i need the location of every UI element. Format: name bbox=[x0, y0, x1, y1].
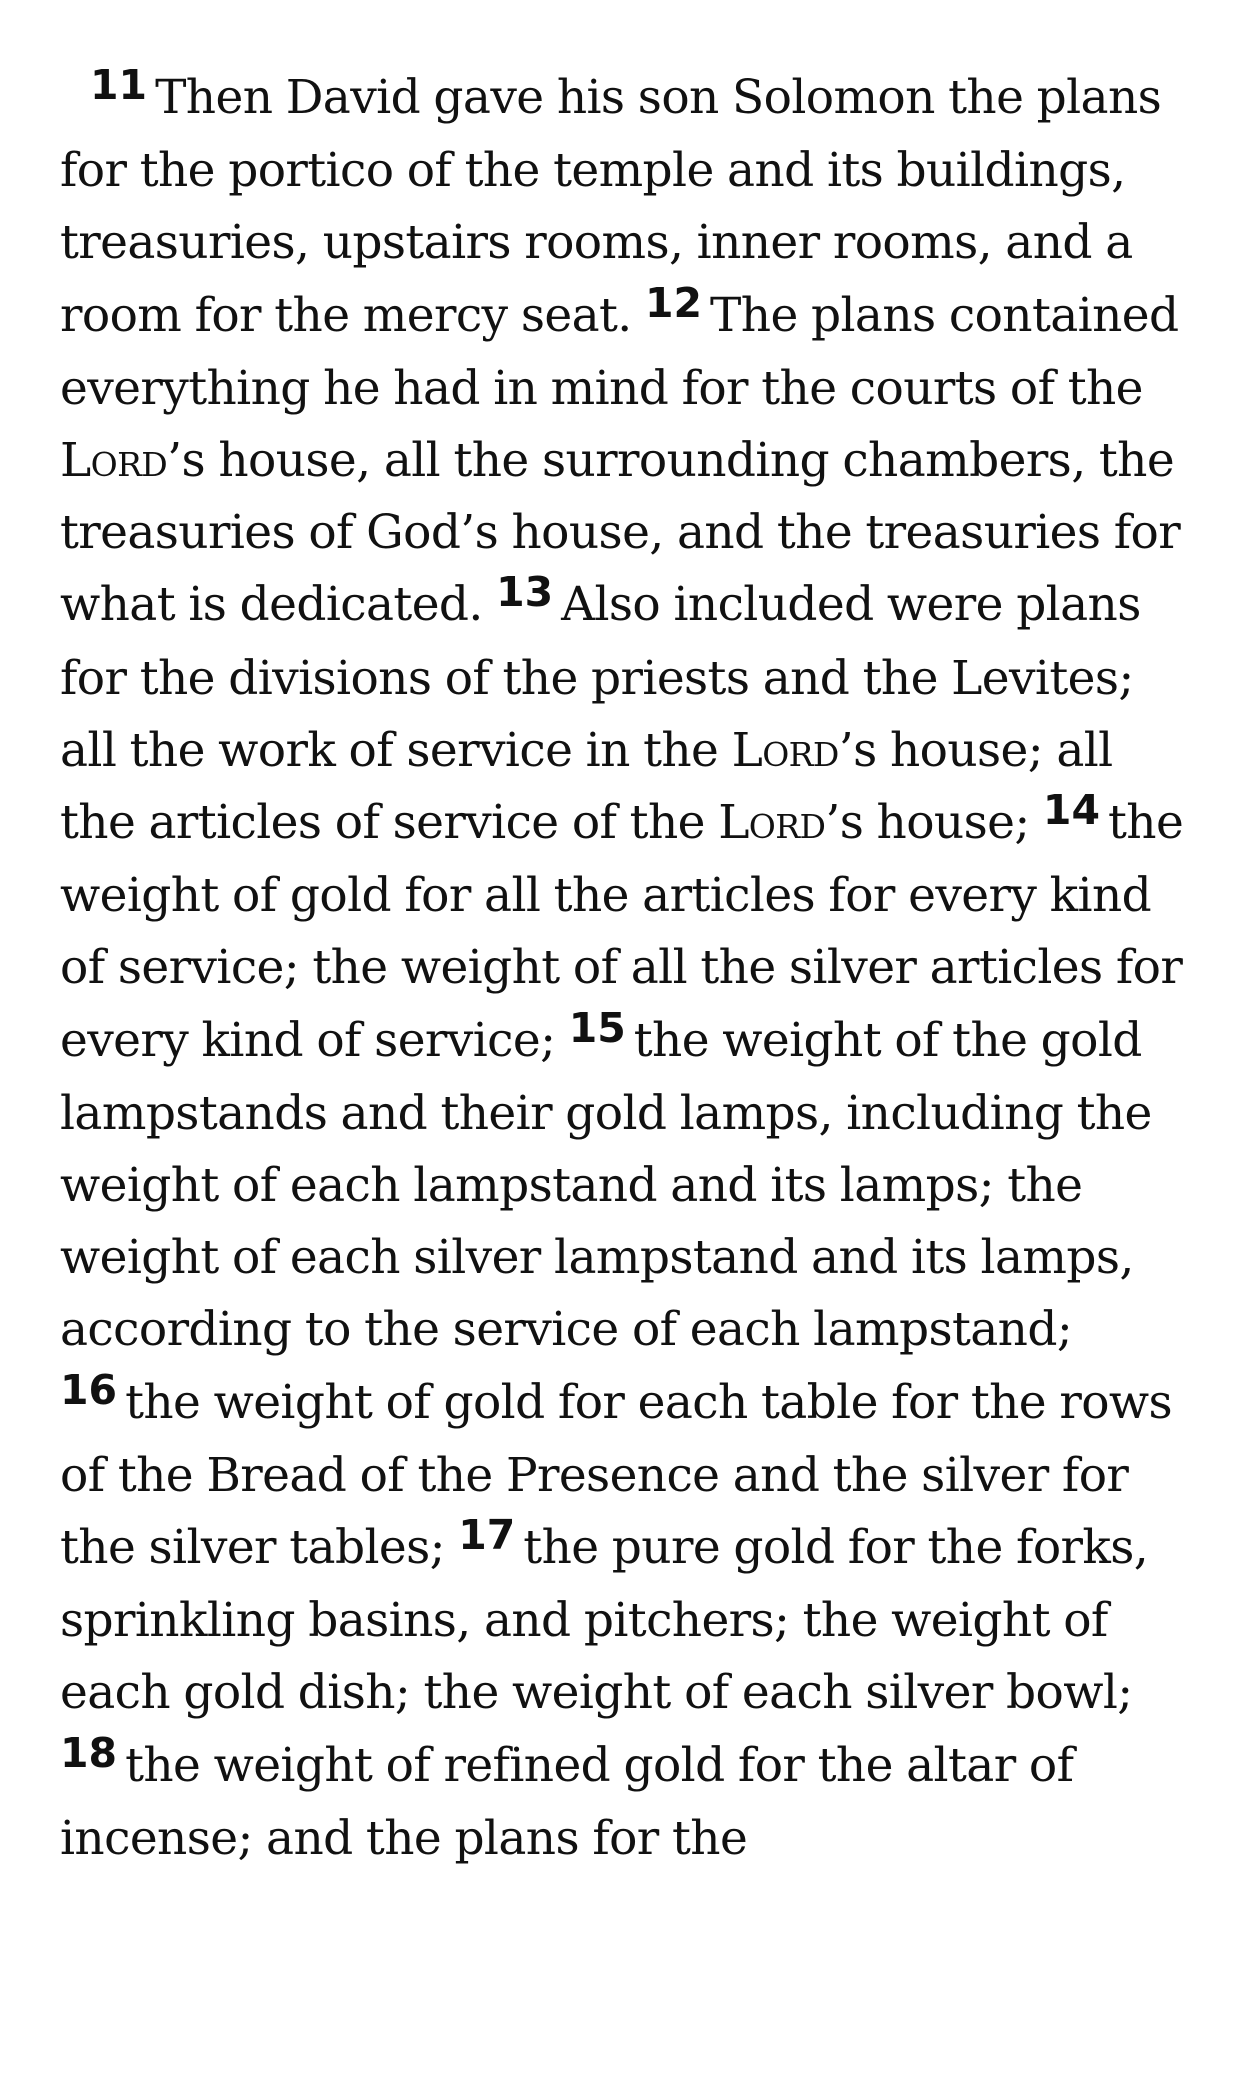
verse-text: Then David gave his son Solomon the plans for the portico of the temple and its buildings, treasuries, upstairs rooms, inner rooms, and a room for the mercy seat. bbox=[60, 70, 1162, 343]
verse-text: Also included were plans for the divisions of the priests and the Levites; all the work of service in the bbox=[60, 577, 1141, 778]
verse-number: 16 bbox=[60, 1365, 118, 1414]
verse-number: 11 bbox=[90, 61, 148, 109]
verse-text: the weight of refined gold for the altar of incense; and the plans for the bbox=[60, 1737, 1074, 1866]
verse-number: 13 bbox=[496, 568, 554, 617]
verse-text: ’s house; all the articles of service of the bbox=[60, 722, 1113, 851]
verse-number: 12 bbox=[644, 278, 703, 327]
verse-number: 18 bbox=[60, 1728, 118, 1777]
verse-text: The plans contained everything he had in mind for the courts of the bbox=[60, 287, 1179, 416]
verse-text: the weight of gold for all the articles for every kind of service; the weight of all the silver articles for every kind of service; bbox=[60, 795, 1184, 1068]
verse-18 bbox=[60, 1728, 1074, 1866]
verse-text: the weight of the gold lampstands and their gold lamps, including the weight of each lampstand and its lamps; the weight of each silver lampstand and its lamps, according to the service of each lampstand; bbox=[60, 1012, 1152, 1358]
scripture-passage bbox=[60, 62, 1198, 1875]
divine-name-smallcaps: Lord bbox=[731, 722, 839, 778]
divine-name-smallcaps: Lord bbox=[60, 433, 168, 489]
verse-number: 17 bbox=[458, 1511, 516, 1560]
verse-number: 14 bbox=[1042, 786, 1100, 835]
verse-text: the weight of gold for each table for the rows of the Bread of the Presence and the silver for the silver tables; bbox=[60, 1374, 1173, 1576]
verse-text: the pure gold for the forks, sprinkling basins, and pitchers; the weight of each gold dish; the weight of each silver bowl; bbox=[60, 1520, 1149, 1721]
verse-text: ’s house, all the surrounding chambers, the treasuries of God’s house, and the treasuries for what is dedicated. bbox=[60, 433, 1181, 633]
divine-name-smallcaps: Lord bbox=[718, 795, 826, 851]
verse-text: ’s house; bbox=[825, 795, 1030, 851]
verse-number: 15 bbox=[568, 1003, 626, 1052]
